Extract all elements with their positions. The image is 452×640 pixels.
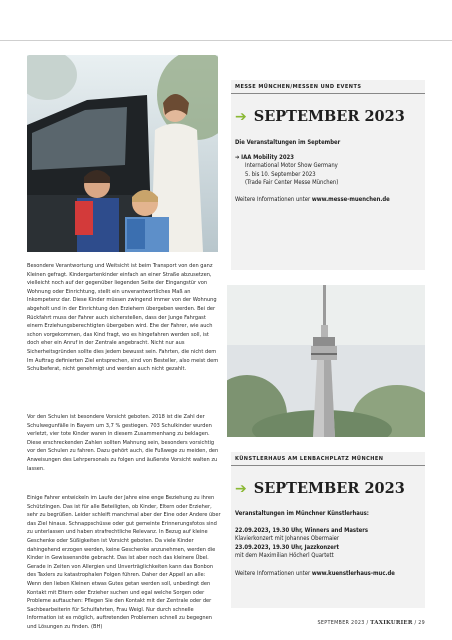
footer-date: SEPTEMBER 2023 / [317,620,371,626]
school-children-photo [27,55,218,252]
more-info-label: Weitere Informationen unter [235,570,312,577]
event-entry [231,154,425,163]
event-name: IAA Mobility 2023 [241,154,294,161]
box-header: MESSE MÜNCHEN/MESSEN UND EVENTS [231,80,425,94]
page-number: / 29 [412,620,425,626]
tv-tower-photo [227,285,425,437]
messe-link[interactable]: www.messe-muenchen.de [311,196,390,203]
arrow-right-icon: ➔ [235,108,247,125]
footer-brand: TAXIKURIER [370,620,413,626]
month-heading [231,108,425,125]
event-date: 5. bis 10. September 2023 [245,171,316,178]
top-rule [0,40,452,41]
event-2-date: 23.09.2023, 19.30 Uhr, Jazzkonzert [235,544,339,551]
event-2-desc: mit dem Maximilian Höcherl Quartett [235,553,334,560]
month-heading [231,480,425,497]
messe-muenchen-box [231,80,425,270]
kuenstlerhaus-link[interactable]: www.kuenstlerhaus-muc.de [311,570,395,577]
article-paragraph-1: Besondere Verantwortung und Weitsicht ist beim Transport von den ganz Kleinen gefragt. Kindergartenkinder einfach an einer Straße abzusetzen, vielleicht noch auf der gegenüber liegenden Seite der Eingangstür von Wohnung oder Einrichtung, stellt ein unverantwortliches Maß an Inkompetenz dar. Diese Kinder müssen zwingend immer von der Wohnung abgeholt und in der Einrichtung den Erziehern übergeben werden. Bei der Rückfahrt muss der Fahrer auch sicherstellen, dass der Junge Fahrgast einem Erziehungsberechtigten übergeben wird. Ehe der Fahrer, wie auch schon vorgekommen, das Kind fragt, wo es hingefahren werden soll, ist doch eher ein Anruf in der Zentrale angebracht. Nicht nur aus Sicherheitsgründen sollte dies jedem bewusst sein. Fahrten, die nicht dem Im Auftrag definierten Ziel entsprechen, sind von Besteller, also meist dem Schulbeferat, nicht genehmigt und werden auch nicht gezahlt. [27,263,219,373]
events-subtitle: Die Veranstaltungen im September [235,140,341,146]
article-paragraph-2: Vor den Schulen ist besondere Vorsicht geboten. 2018 ist die Zahl der Schulwegunfälle in Bayern um 3,7 % gestiegen. 703 Schulkinder wurden verletzt, vier tote Kinder waren in diesem Zusammenhang zu beklagen. Diese erschreckenden Zahlen sollten Mahnung sein, besonders vorsichtig vor den Schulen zu fahren. Dazu gehört auch, die Fußwege zu meiden, den Anweisungen des Lehrpersonals zu folgen und äußerste Vorsicht walten zu lassen. [27,414,219,472]
more-info-label: Weitere Informationen unter [235,196,312,203]
box-header: KÜNSTLERHAUS AM LENBACHPLATZ MÜNCHEN [231,452,425,466]
arrow-right-icon: ➔ [235,154,240,161]
more-info-line [231,570,425,579]
article-paragraph-3: Einige Fahrer entwickeln im Laufe der Jahre eine enge Beziehung zu ihren Schützlingen. Das ist für alle Beteiligten, ob Kinder, Eltern oder Erzieher, sehr zu begrüßen. Leider schleift manchmal aber der Eine oder Andere über das Ziel hinaus. Schnappschüsse oder gut gemeinte Erinnerungsfotos sind zu unterlassen und haben strafrechtliche Relevanz. In Bezug auf kleine Geschenke oder Süßigkeiten ist Vorsicht geboten. Da viele Kinder dahingehend erzogen werden, keine Geschenke anzunehmen, werden die Kinder in Gewissensnöte gebracht. Das ist aber noch das kleinere Übel. Gerade in Zeiten von Allergien und Unverträglichkeiten kann das Bonbon des Taxlers zu katastrophalen Folgen führen. Daher der Appell an alle: Wenn den lieben Kleinen etwas Gutes getan werden soll, unbedingt den Kontakt mit Eltern oder Erzieher suchen und egal welche Sorgen oder Probleme auftauchen: Pflegen Sie den Kontakt mit der Zentrale oder der Sachbearbeiterin für Schulfahrten, Frau Weigl. Nur durch schnelle Information ist es möglich, auftretenden Problemen schnell zu begegnen und Lösungen zu finden. (BH) [27,495,221,630]
more-info-line [231,196,425,205]
event-1-date: 22.09.2023, 19.30 Uhr, Winners and Masters [235,527,368,534]
month-title: SEPTEMBER 2023 [253,480,405,497]
arrow-right-icon: ➔ [235,480,247,497]
kuenstlerhaus-box [231,452,425,608]
event-1-desc: Klavierkonzert mit Johannes Obermaier [235,536,340,543]
event-venue: (Trade Fair Center Messe München) [245,180,339,187]
page-footer [317,620,425,626]
events-subtitle: Veranstaltungen im Münchner Künstlerhaus: [235,511,369,517]
event-detail: International Motor Show Germany [245,163,338,170]
month-title: SEPTEMBER 2023 [253,108,405,125]
